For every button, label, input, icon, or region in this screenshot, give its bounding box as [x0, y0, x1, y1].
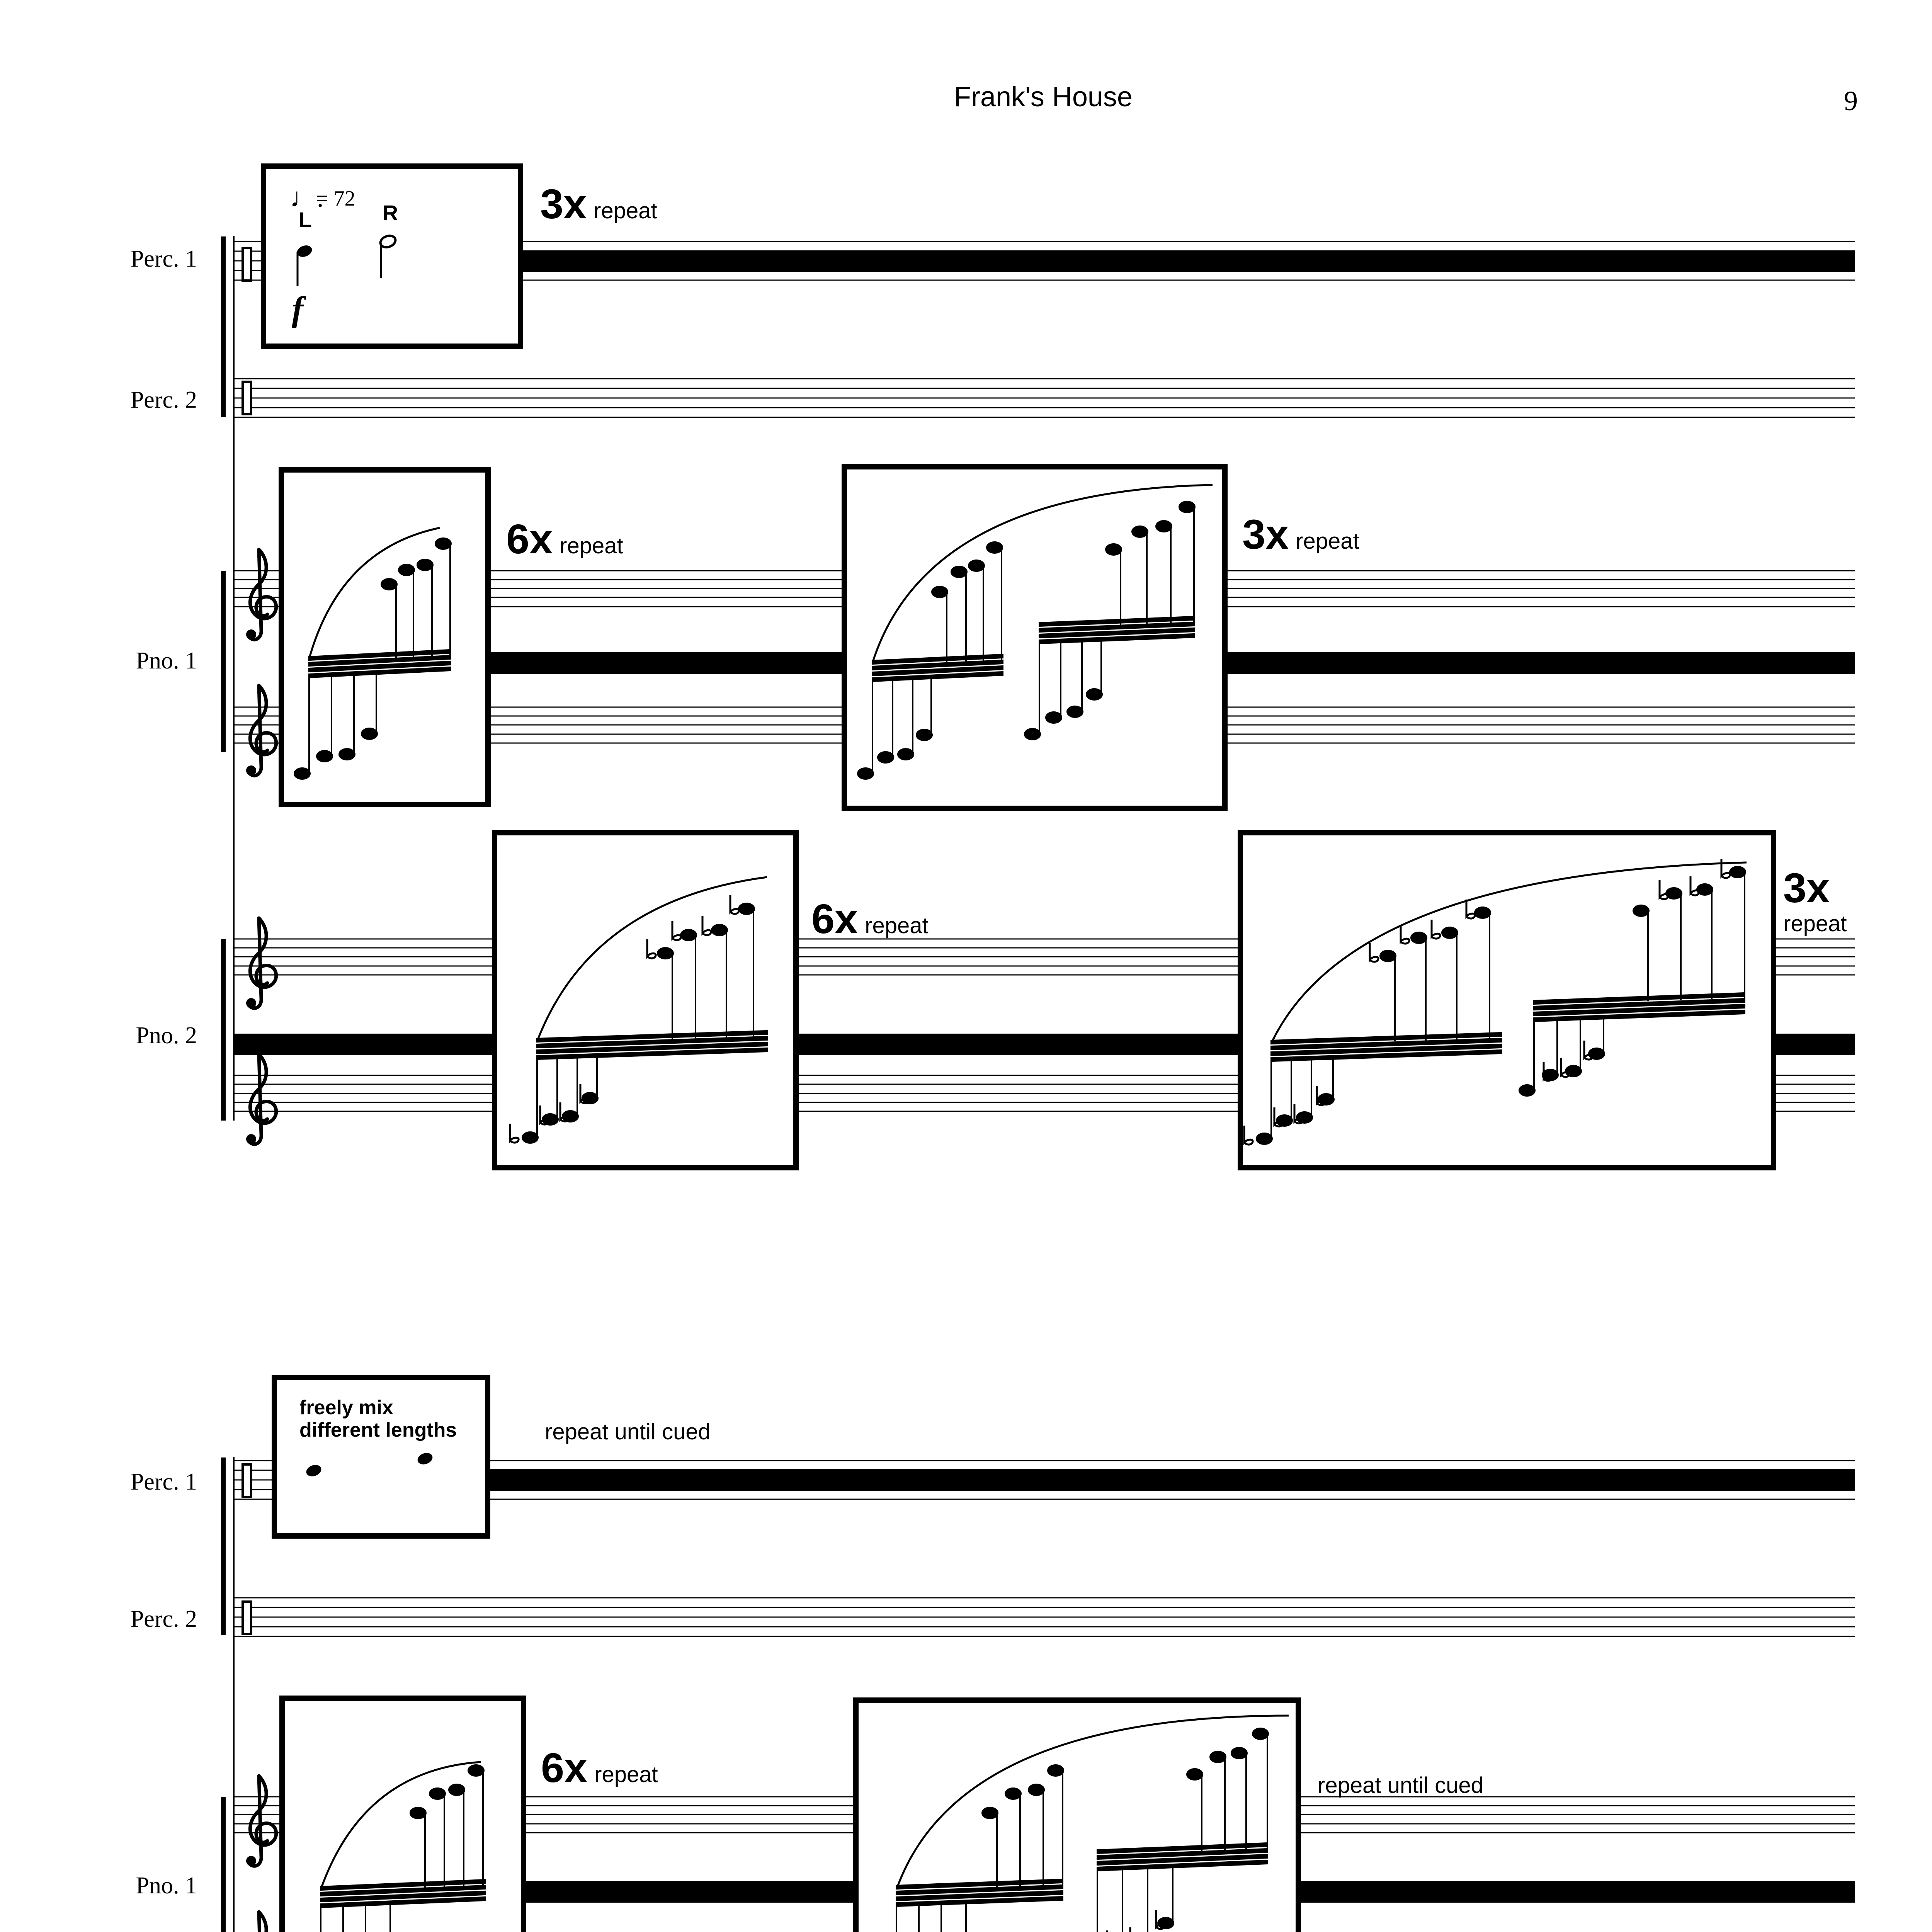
tempo-note-icon: ♩. [290, 183, 324, 213]
perc1-box [264, 166, 520, 346]
percussion-clef [243, 382, 251, 414]
perc2-label: Perc. 2 [130, 1606, 197, 1632]
perc2-staff-lines [234, 1598, 1855, 1636]
perc1-repeat-count: 3x repeat [540, 180, 657, 227]
pno2-brace [221, 939, 226, 1121]
pno1-box-a [281, 470, 488, 804]
perc2-label: Perc. 2 [130, 387, 197, 413]
pno1-brace [221, 571, 226, 752]
left-hand-label: L [298, 207, 312, 232]
treble-clef-icon [246, 1054, 276, 1144]
treble-clef-icon [246, 918, 276, 1008]
pno2-label: Pno. 2 [136, 1022, 197, 1049]
percussion-clef [243, 248, 251, 281]
perc1-repeat-bar [490, 1469, 1855, 1491]
tempo-marking: = 72 [316, 187, 355, 211]
page-title: Frank's House [954, 82, 1133, 112]
page-number: 9 [1844, 85, 1858, 116]
perc2-staff-lines [234, 379, 1855, 417]
pno1-brace [221, 1797, 226, 1932]
perc1-repeat-bar [520, 250, 1855, 272]
perc1-label: Perc. 1 [130, 246, 197, 272]
pno1-repeat-count-a: 6x repeat [541, 1744, 658, 1791]
system-bracket-bar [221, 1458, 226, 1635]
pno2-repeat-word-b: repeat [1783, 911, 1847, 936]
pno2-repeat-count-a: 6x repeat [811, 895, 929, 942]
perc1-label: Perc. 1 [130, 1469, 197, 1495]
percussion-clef [243, 1602, 251, 1634]
pno1-repeat-count-a: 6x repeat [506, 515, 623, 562]
dynamic-forte: f [292, 290, 303, 328]
pno1-repeat-count-b: 3x repeat [1242, 511, 1359, 558]
right-hand-label: R [382, 201, 398, 225]
treble-clef-icon [246, 549, 276, 639]
treble-clef-icon [246, 1776, 276, 1866]
system-bracket-bar [221, 236, 226, 417]
instruction-line-2: different lengths [299, 1419, 457, 1441]
percussion-clef [243, 1464, 251, 1497]
pno1-label: Pno. 1 [136, 648, 197, 674]
pno1-repeat-instruction-b: repeat until cued [1318, 1773, 1483, 1798]
system-2 [131, 1378, 1855, 1932]
perc1-repeat-instruction: repeat until cued [545, 1419, 711, 1444]
treble-clef-icon [246, 1912, 276, 1932]
instruction-line-1: freely mix [299, 1396, 393, 1419]
system-1 [131, 166, 1855, 1168]
pno1-label: Pno. 1 [136, 1872, 197, 1899]
perc1-box [274, 1378, 488, 1536]
treble-clef-icon [246, 685, 276, 776]
pno2-repeat-count-b: 3x [1783, 864, 1830, 911]
